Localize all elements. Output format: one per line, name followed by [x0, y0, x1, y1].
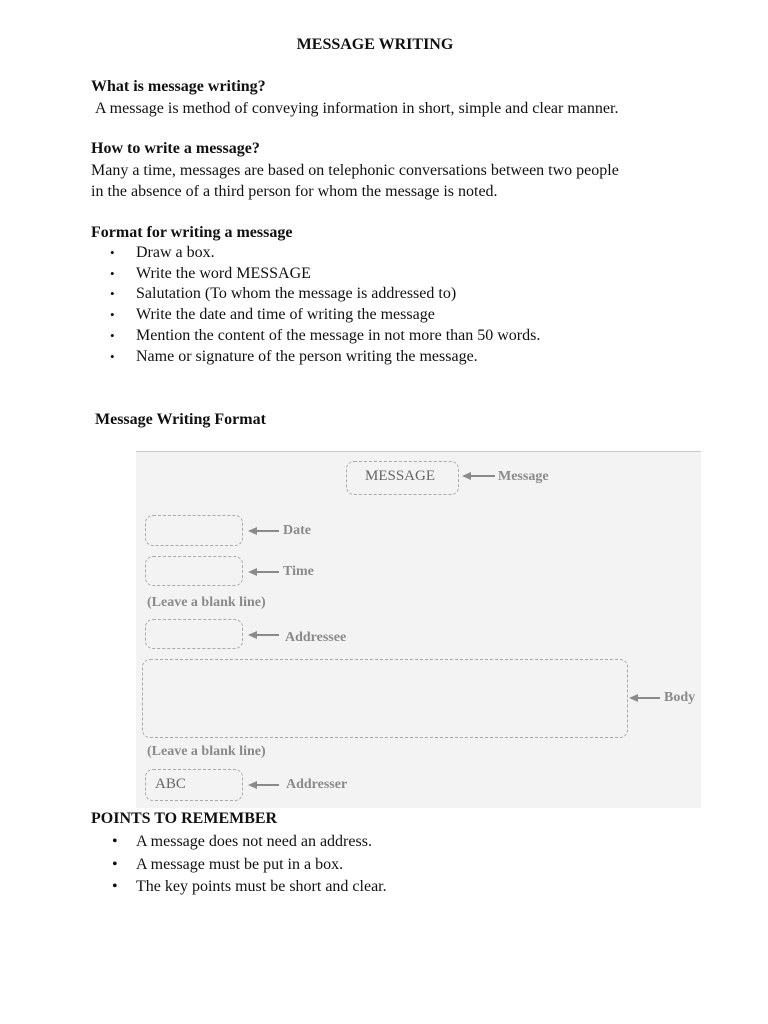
message-label: Message [498, 469, 549, 484]
list-item: • Write the word MESSAGE [110, 264, 540, 285]
arrow-left-icon [248, 567, 280, 577]
list-item: • Draw a box. [110, 243, 540, 264]
section-heading-format: Format for writing a message [91, 224, 293, 241]
section-heading-what: What is message writing? [91, 78, 266, 95]
message-title-text: MESSAGE [365, 468, 436, 484]
addressee-label: Addressee [285, 630, 347, 645]
blank-line-note: (Leave a blank line) [147, 744, 266, 759]
date-label: Date [283, 523, 311, 538]
page-title: MESSAGE WRITING [296, 36, 454, 53]
section-body-how-line2: in the absence of a third person for whom the message is noted. [91, 183, 498, 200]
arrow-left-icon [462, 471, 496, 481]
points-list [110, 831, 387, 899]
arrow-left-icon [629, 693, 661, 703]
list-item: • Name or signature of the person writing the message. [110, 347, 540, 368]
date-box [145, 515, 243, 546]
section-body-how-line1: Many a time, messages are based on telephonic conversations between two people [91, 162, 619, 179]
blank-line-note: (Leave a blank line) [147, 595, 266, 610]
signature-text: ABC [155, 776, 186, 792]
list-item: • Salutation (To whom the message is addressed to) [110, 284, 540, 305]
section-body-what: A message is method of conveying information in short, simple and clear manner. [95, 100, 619, 117]
points-heading: POINTS TO REMEMBER [91, 810, 278, 827]
addressee-box [145, 619, 243, 649]
message-format-diagram [136, 451, 701, 808]
arrow-left-icon [248, 780, 280, 790]
list-item: • A message must be put in a box. [110, 854, 387, 877]
format-diagram-heading: Message Writing Format [95, 411, 266, 428]
list-item: • A message does not need an address. [110, 831, 387, 854]
section-heading-how: How to write a message? [91, 140, 260, 157]
list-item: • Write the date and time of writing the message [110, 305, 540, 326]
addresser-label: Addresser [286, 777, 348, 792]
format-list [110, 243, 540, 367]
arrow-left-icon [248, 526, 280, 536]
body-label: Body [664, 690, 696, 705]
time-label: Time [283, 564, 314, 579]
time-box [145, 556, 243, 586]
list-item: • The key points must be short and clear. [110, 876, 387, 899]
list-item: • Mention the content of the message in not more than 50 words. [110, 326, 540, 347]
body-box [142, 659, 628, 738]
arrow-left-icon [248, 630, 280, 640]
